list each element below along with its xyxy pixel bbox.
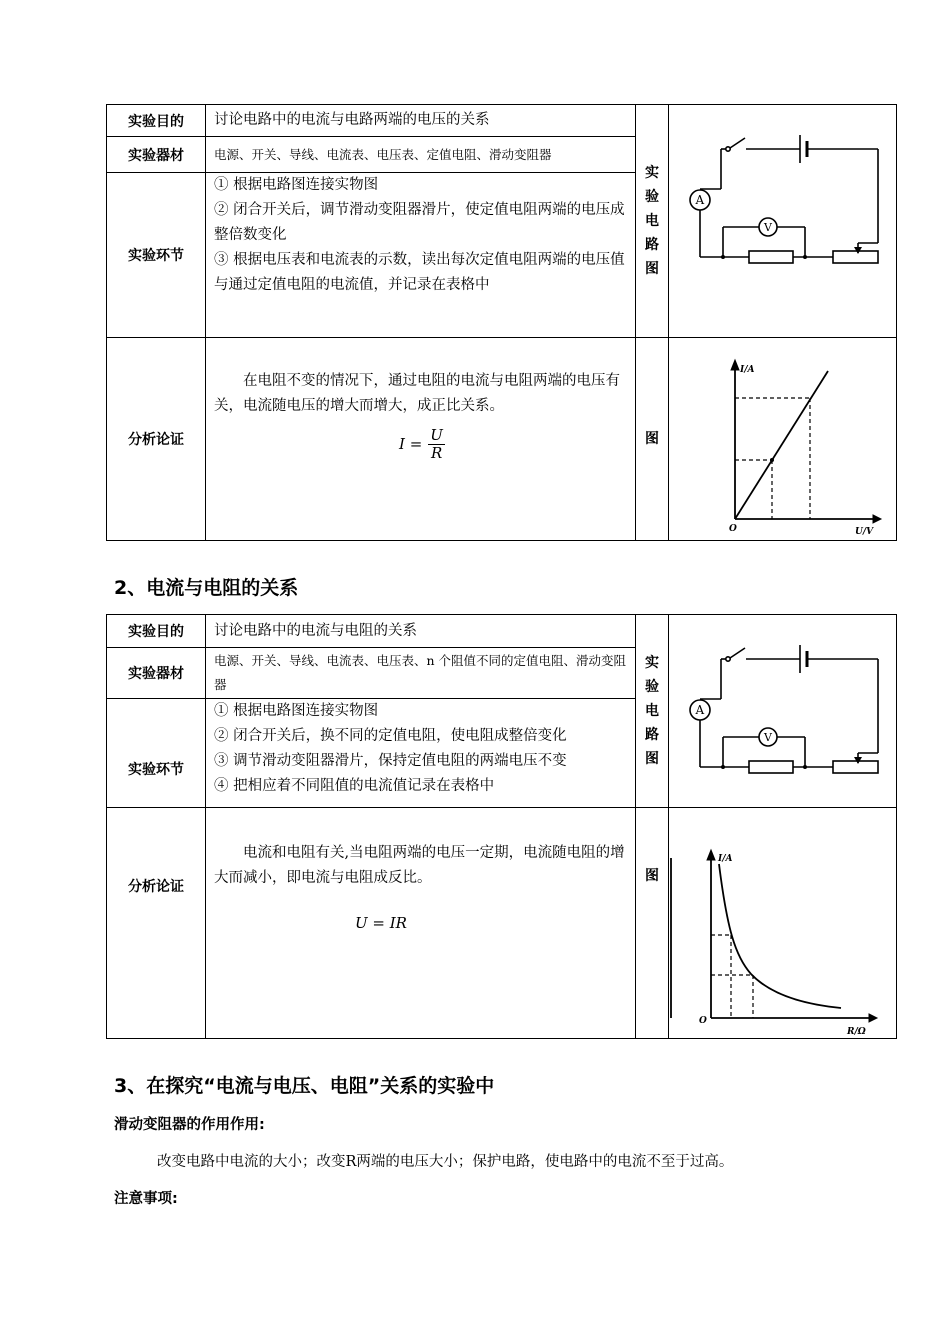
- circuit-diagram-1: [669, 105, 897, 338]
- equipment-text: 电源、开关、导线、电流表、电压表、定值电阻、滑动变阻器: [206, 137, 636, 173]
- label-purpose: 实验目的: [107, 615, 206, 648]
- linear-graph-svg: [669, 338, 897, 540]
- circuit-diagram-svg: [669, 615, 897, 807]
- label-steps: 实验环节: [107, 699, 206, 808]
- label-equipment: 实验器材: [107, 137, 206, 173]
- equipment-text: 电源、开关、导线、电流表、电压表、n 个阻值不同的定值电阻、滑动变阻器: [206, 648, 636, 699]
- step-item: ① 根据电路图连接实物图: [214, 703, 379, 719]
- ammeter-icon: A: [695, 193, 705, 207]
- label-steps: 实验环节: [107, 173, 206, 338]
- analysis-cell: [206, 338, 636, 541]
- step-item: ③ 调节滑动变阻器滑片，保持定值电阻的两端电压不变: [214, 753, 567, 769]
- inverse-graph-svg: [669, 808, 897, 1038]
- subheading-role: 滑动变阻器的作用作用:: [114, 1117, 265, 1133]
- formula-uir: U = IR: [355, 914, 407, 932]
- subheading-notes: 注意事项:: [114, 1191, 178, 1207]
- section-heading-2: 2、电流与电阻的关系: [114, 577, 299, 599]
- label-purpose: 实验目的: [107, 105, 206, 137]
- graph-inverse: [669, 808, 897, 1039]
- analysis-text: 在电阻不变的情况下，通过电阻的电流与电阻两端的电压有关，电流随电压的增大而增大，成正比关系。: [214, 373, 620, 414]
- step-item: ③ 根据电压表和电流表的示数，读出每次定值电阻两端的电压值与通过定值电阻的电流值，并记录在表格中: [214, 252, 625, 294]
- step-item: ① 根据电路图连接实物图: [214, 177, 379, 194]
- steps-list: [206, 173, 636, 338]
- purpose-text: 讨论电路中的电流与电路两端的电压的关系: [206, 105, 636, 137]
- step-item: ④ 把相应着不同阻值的电流值记录在表格中: [214, 778, 495, 794]
- graph-origin: O: [699, 1016, 707, 1026]
- label-graph: 图: [636, 808, 669, 1039]
- graph-x-label: R/Ω: [847, 1027, 866, 1037]
- formula-ohm: I = $\frac{U}{R}$: [399, 426, 443, 462]
- analysis-text: 电流和电阻有关,当电阻两端的电压一定期，电流随电阻的增大而减小，即电流与电阻成反比。: [214, 845, 625, 886]
- experiment-table-1: [106, 104, 897, 541]
- label-equipment: 实验器材: [107, 648, 206, 699]
- label-circuit: 实 验 电 路 图: [636, 615, 669, 808]
- circuit-diagram-2: [669, 615, 897, 808]
- label-graph: 图: [636, 338, 669, 541]
- graph-origin: O: [729, 524, 737, 534]
- label-circuit: 实 验 电 路 图: [636, 105, 669, 338]
- voltmeter-icon: V: [764, 731, 772, 744]
- ammeter-icon: A: [695, 703, 705, 717]
- step-item: ② 闭合开关后，换不同的定值电阻，使电阻成整倍变化: [214, 728, 567, 744]
- section-heading-3: 3、在探究“电流与电压、电阻”关系的实验中: [114, 1075, 495, 1097]
- circuit-diagram-svg: [669, 105, 897, 337]
- role-text: 改变电路中电流的大小；改变R两端的电压大小；保护电路，使电路中的电流不至于过高。: [157, 1154, 734, 1170]
- step-item: ② 闭合开关后，调节滑动变阻器滑片，使定值电阻两端的电压成整倍数变化: [214, 202, 625, 244]
- graph-y-label: I/A: [718, 854, 733, 864]
- analysis-cell: [206, 808, 636, 1039]
- label-analysis: 分析论证: [107, 808, 206, 1039]
- experiment-table-2: [106, 614, 897, 1039]
- steps-list: [206, 699, 636, 808]
- purpose-text: 讨论电路中的电流与电阻的关系: [206, 615, 636, 648]
- label-analysis: 分析论证: [107, 338, 206, 541]
- graph-linear: [669, 338, 897, 541]
- graph-x-label: U/V: [855, 527, 874, 537]
- voltmeter-icon: V: [764, 221, 772, 234]
- graph-y-label: I/A: [740, 365, 755, 375]
